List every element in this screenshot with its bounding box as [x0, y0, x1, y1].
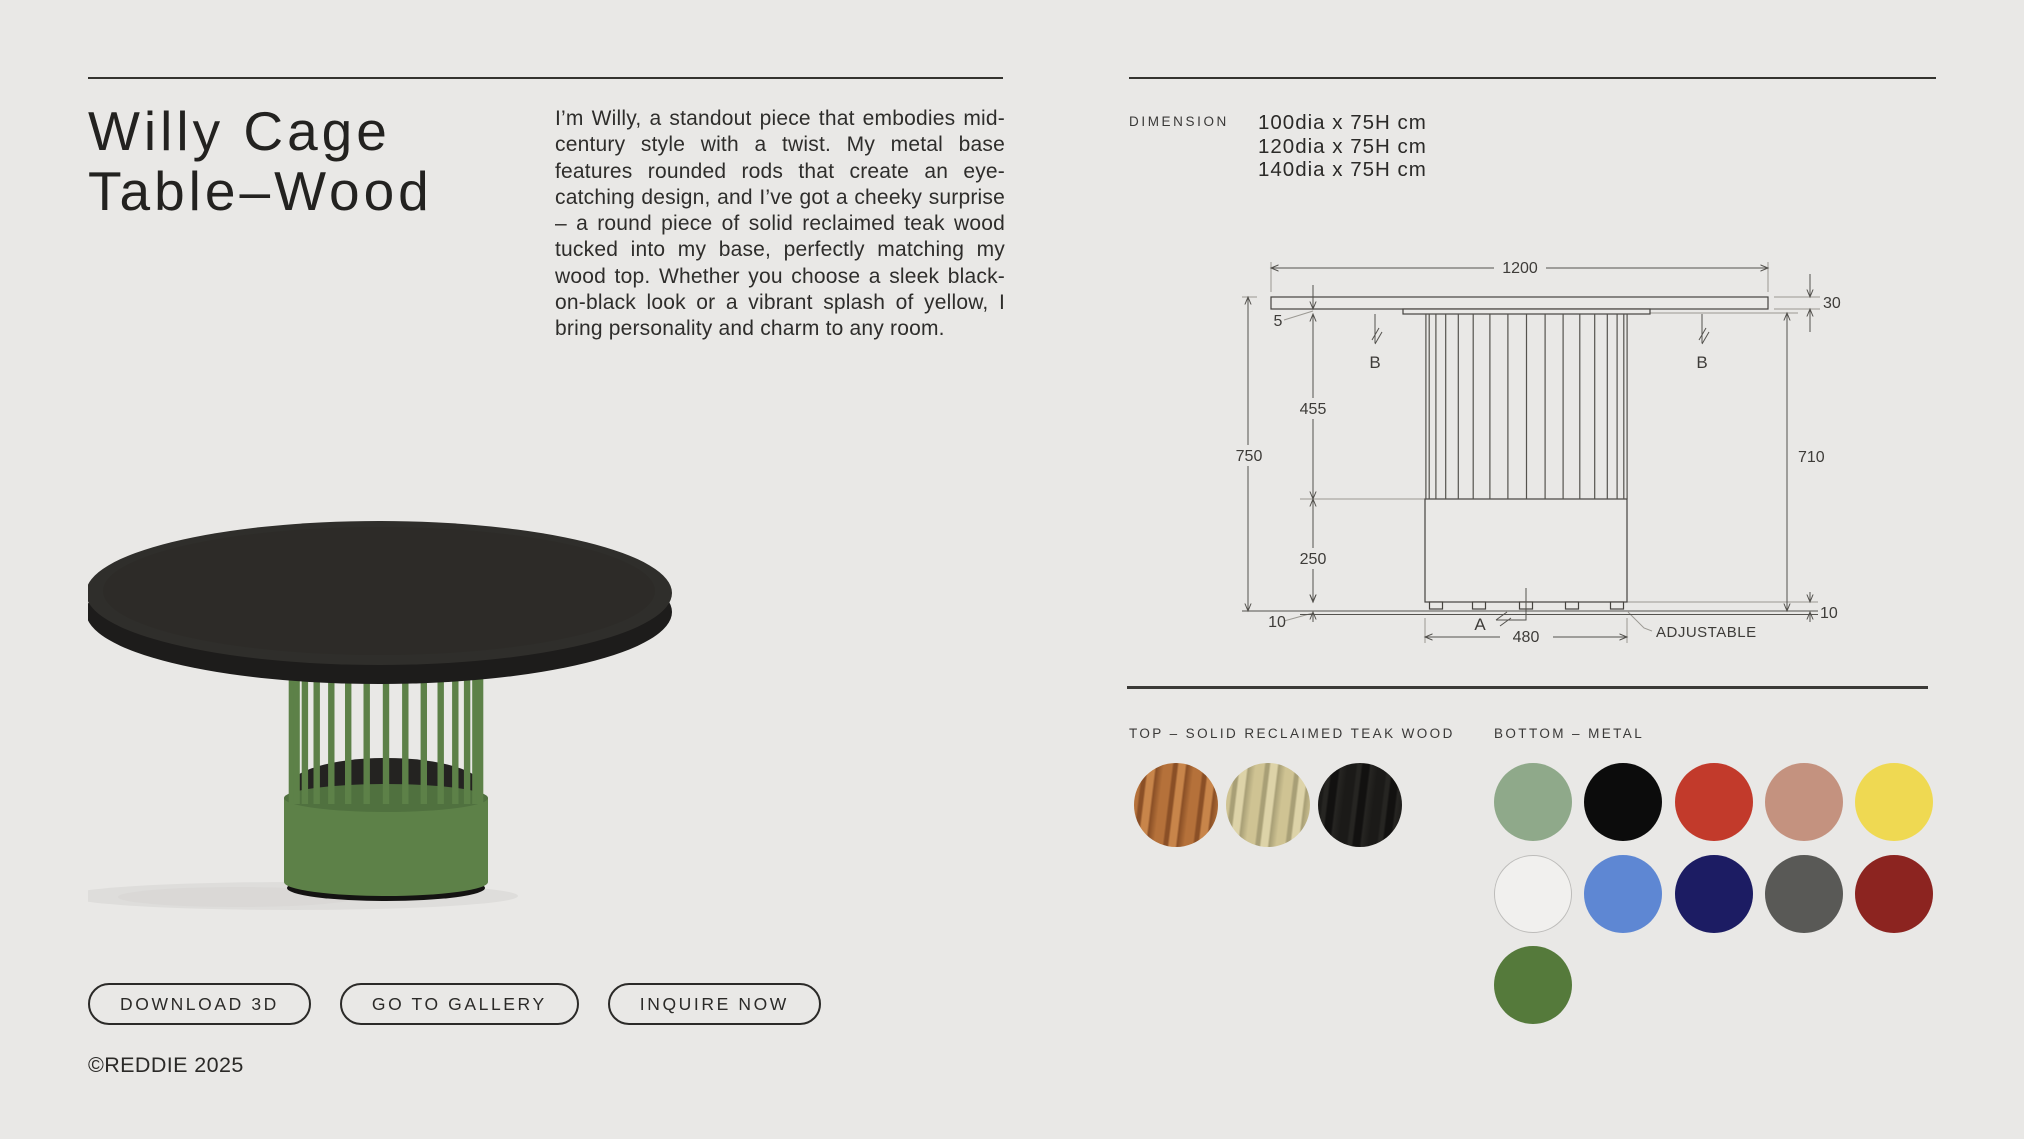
product-image: [88, 496, 688, 916]
dim-foot-left: 10: [1268, 614, 1286, 631]
action-buttons: [88, 983, 821, 1025]
swatch-cornflower-blue[interactable]: [1584, 855, 1662, 933]
swatch-white[interactable]: [1494, 855, 1572, 933]
dim-total-height: 750: [1235, 448, 1263, 465]
swatch-red[interactable]: [1675, 763, 1753, 841]
swatch-dark-red[interactable]: [1855, 855, 1933, 933]
left-divider: [88, 77, 1003, 79]
swatch-natural-teak[interactable]: [1134, 763, 1218, 847]
title-line-2: Table–Wood: [88, 160, 433, 222]
dim-top-gap: 5: [1273, 313, 1283, 330]
title-line-1: Willy Cage: [88, 100, 391, 162]
dimension-label: DIMENSION: [1129, 114, 1229, 129]
go-to-gallery-button[interactable]: GO TO GALLERY: [340, 983, 579, 1025]
size-option-100: 100dia x 75H cm: [1258, 111, 1427, 134]
dim-cage-height: 455: [1299, 401, 1327, 418]
swatch-black-teak[interactable]: [1318, 763, 1402, 847]
dim-base-width: 480: [1512, 629, 1540, 646]
swatch-forest-green[interactable]: [1494, 946, 1572, 1024]
top-swatch-row: [1134, 763, 1402, 847]
swatch-washed-teak[interactable]: [1226, 763, 1310, 847]
swatch-black[interactable]: [1584, 763, 1662, 841]
section-label-a: A: [1474, 615, 1486, 634]
right-divider-bottom: [1127, 686, 1928, 689]
swatch-sage-green[interactable]: [1494, 763, 1572, 841]
product-description: I’m Willy, a standout piece that embodies mid-century style with a twist. My metal base features rounded rods that create an eye-catching design, and I’ve got a cheeky surprise – a round piece of solid reclaimed teak wood tucked into my base, perfectly matching my wood top. Whether you choose a sleek black-on-black look or a vibrant splash of yellow, I bring personality and charm to any room.: [555, 107, 1005, 341]
section-label-b-right: B: [1696, 353, 1708, 372]
right-divider-top: [1129, 77, 1936, 79]
swatch-yellow[interactable]: [1855, 763, 1933, 841]
technical-drawing: [1150, 240, 1960, 670]
dim-foot-right: 10: [1820, 605, 1838, 622]
swatch-charcoal-gray[interactable]: [1765, 855, 1843, 933]
size-list: [1258, 111, 1427, 182]
bottom-material-label: BOTTOM – METAL: [1494, 726, 1645, 741]
inquire-now-button[interactable]: INQUIRE NOW: [608, 983, 821, 1025]
dim-drum-height: 250: [1299, 551, 1327, 568]
page-title: [88, 101, 433, 221]
size-option-120: 120dia x 75H cm: [1258, 134, 1427, 158]
size-option-140: 140dia x 75H cm: [1258, 158, 1427, 181]
section-label-b-left: B: [1369, 353, 1381, 372]
dim-side-height: 710: [1798, 449, 1825, 466]
swatch-navy[interactable]: [1675, 855, 1753, 933]
copyright-text: ©REDDIE 2025: [88, 1053, 244, 1077]
top-material-label: TOP – SOLID RECLAIMED TEAK WOOD: [1129, 726, 1455, 741]
dim-top-width: 1200: [1502, 260, 1538, 277]
swatch-dusty-rose[interactable]: [1765, 763, 1843, 841]
download-3d-button[interactable]: DOWNLOAD 3D: [88, 983, 311, 1025]
bottom-swatch-grid: [1494, 763, 1933, 1024]
adjustable-label: ADJUSTABLE: [1656, 624, 1757, 641]
dim-top-thickness: 30: [1823, 295, 1841, 312]
